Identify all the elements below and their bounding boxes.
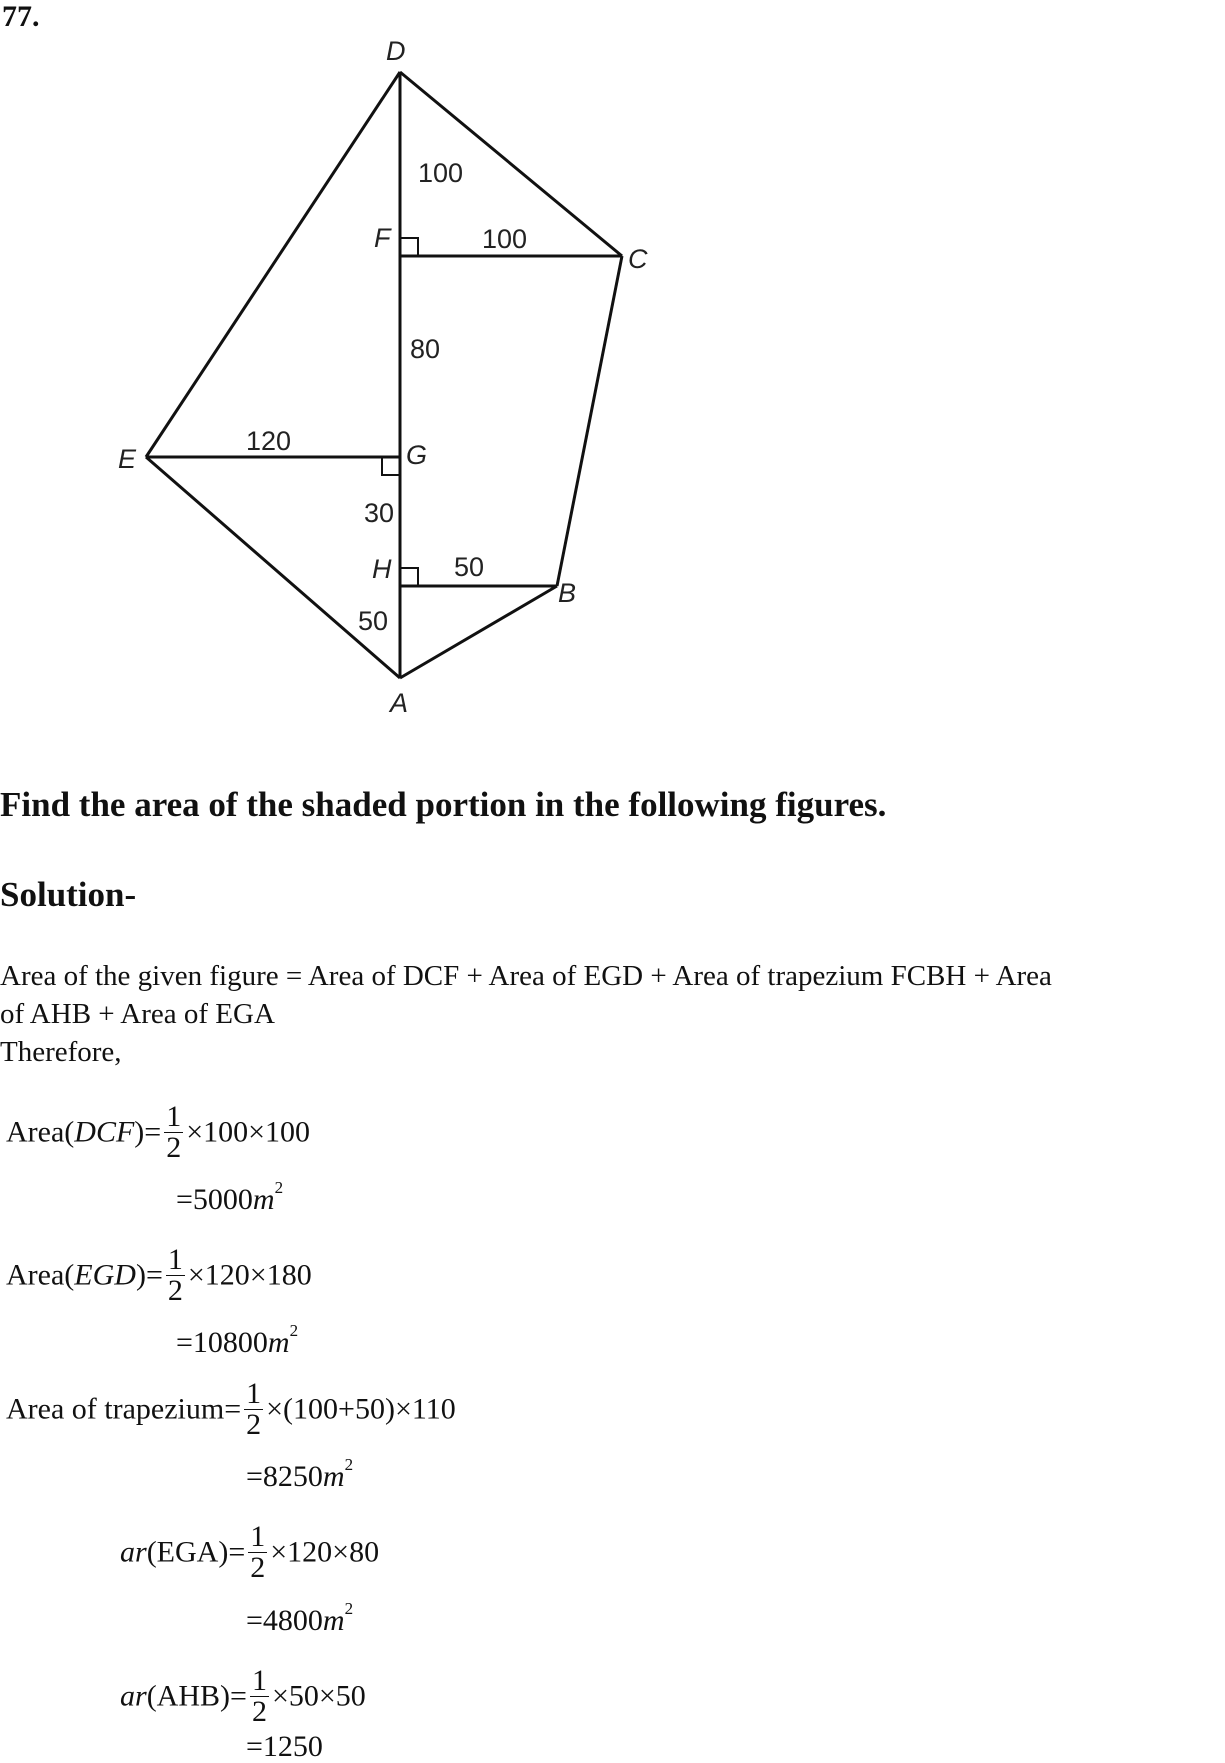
length-label-FC: 100 [482, 224, 528, 254]
segment-BA [400, 586, 557, 678]
geometry-figure [0, 0, 700, 730]
length-label-HB: 50 [454, 552, 485, 582]
right-angle-H [400, 568, 418, 586]
length-label-DF: 100 [418, 158, 464, 188]
explanation-line-1: Area of the given figure = Area of DCF + Area of EGD + Area of trapezium FCBH + Area [0, 960, 1052, 992]
length-label-FG: 80 [410, 334, 441, 364]
explanation-line-3: Therefore, [0, 1036, 122, 1068]
point-label-C: C [628, 244, 648, 274]
multiplication-terms: ×50×50 [271, 1679, 366, 1713]
equation-label: Area [6, 1115, 65, 1149]
multiplication-terms: ×120×80 [270, 1535, 380, 1569]
point-label-G: G [406, 440, 428, 470]
multiplication-terms: ×100×100 [186, 1115, 311, 1149]
point-label-B: B [558, 578, 577, 608]
multiplication-terms: ×(100+50)×110 [266, 1392, 456, 1426]
ar-label: ar [120, 1679, 147, 1713]
multiplication-terms: ×120×180 [187, 1258, 312, 1292]
fraction-half: $\frac{1}{2}$ [246, 1377, 262, 1441]
fraction-half: $\frac{1}{2}$ [166, 1100, 182, 1164]
equation-label: Area of trapezium [6, 1392, 225, 1426]
ar-label: ar [120, 1535, 147, 1569]
right-angle-F [400, 238, 418, 256]
right-angle-G [382, 457, 400, 475]
segment-CB [557, 256, 622, 586]
point-label-H: H [372, 554, 392, 584]
segment-EA [146, 457, 400, 678]
fraction-half: $\frac{1}{2}$ [167, 1243, 183, 1307]
length-label-GH: 30 [364, 498, 395, 528]
point-label-A: A [390, 688, 409, 718]
solution-label: Solution- [0, 875, 137, 914]
length-label-HA: 50 [358, 606, 389, 636]
triangle-name: (EGA) [146, 1535, 229, 1569]
explanation-line-2: of AHB + Area of EGA [0, 998, 275, 1030]
point-label-F: F [374, 223, 391, 253]
equation-label: Area [6, 1258, 65, 1292]
triangle-name: DCF [74, 1115, 135, 1149]
question-heading: Find the area of the shaded portion in the following figures. [0, 785, 887, 824]
triangle-name: EGD [74, 1258, 136, 1292]
point-label-D: D [386, 36, 406, 66]
triangle-name: (AHB) [146, 1679, 231, 1713]
fraction-half: $\frac{1}{2}$ [250, 1520, 266, 1584]
segment-DE [146, 72, 400, 457]
length-label-EG: 120 [246, 426, 292, 456]
point-label-E: E [118, 444, 137, 474]
fraction-half: $\frac{1}{2}$ [251, 1664, 267, 1728]
question-number: 77. [2, 0, 40, 33]
